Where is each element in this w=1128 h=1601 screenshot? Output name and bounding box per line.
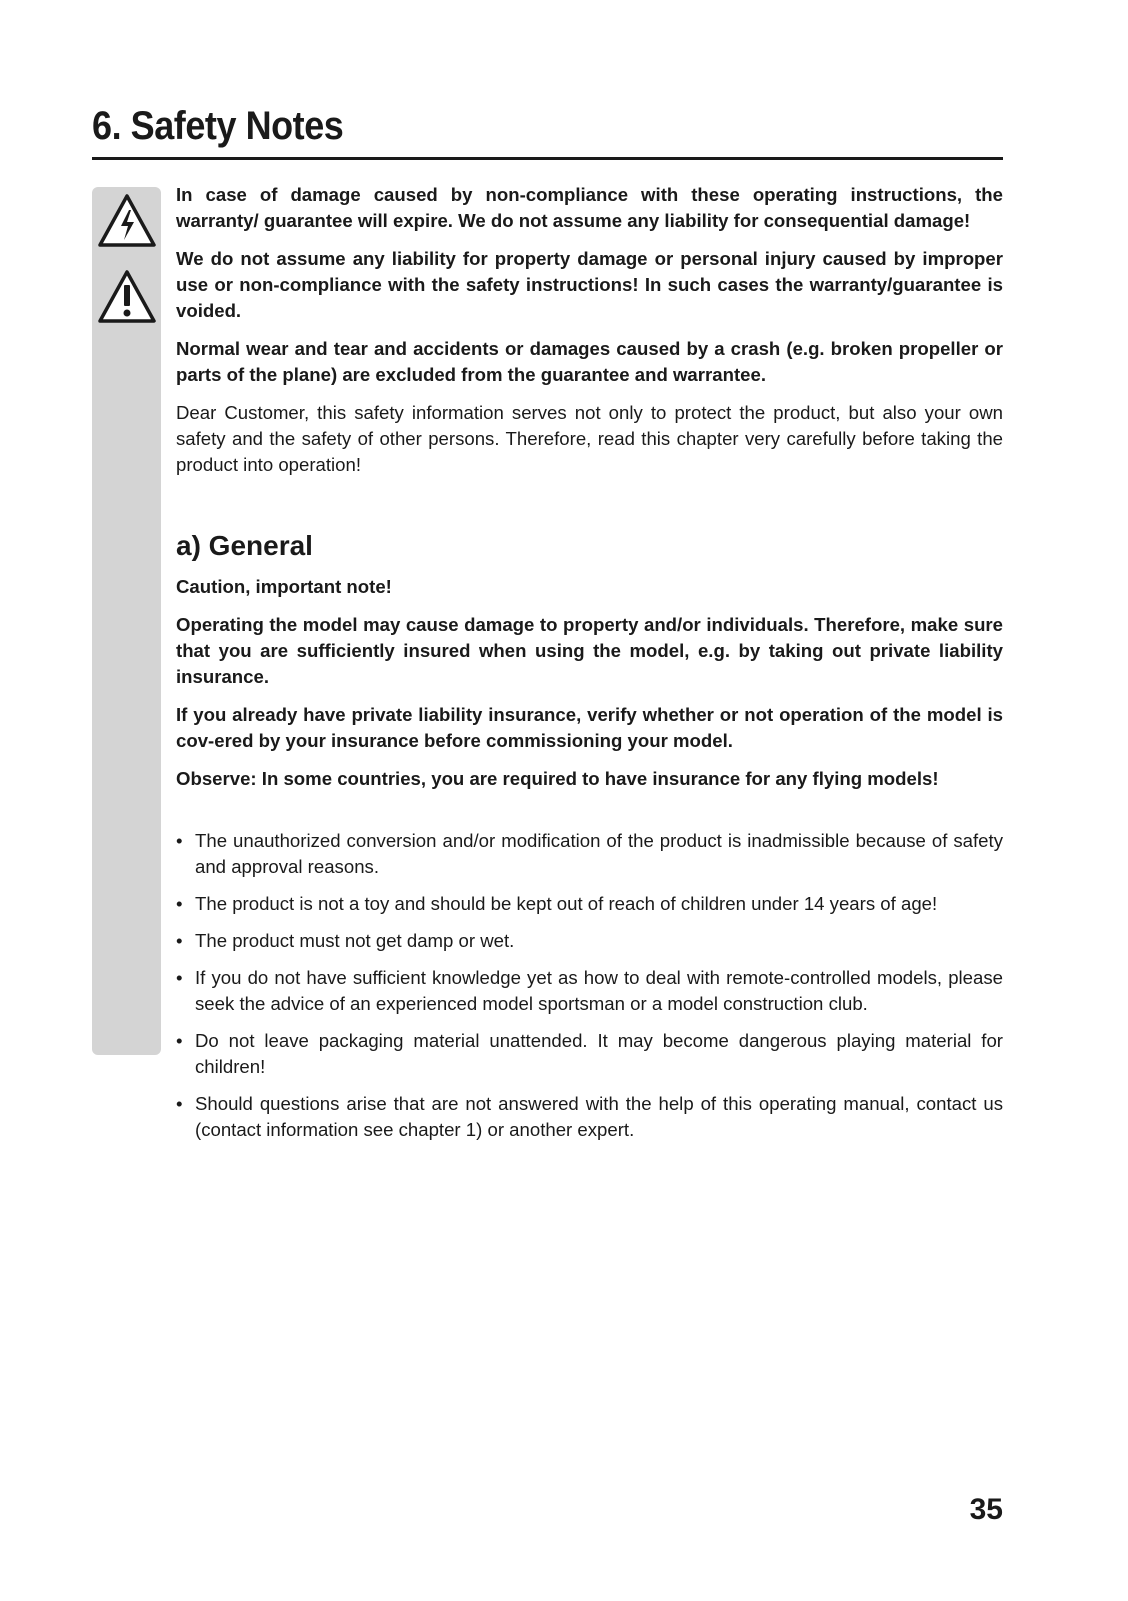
bullet-marker: • xyxy=(176,967,183,988)
title-rule xyxy=(92,157,1003,160)
list-item-text: If you do not have sufficient knowledge yet as how to deal with remote-controlled models, please seek the advice of an experienced model sportsman or a model construction club. xyxy=(195,967,1003,1014)
liability-insurance-notice: If you already have private liability insurance, verify whether or not operation of the model is cov-ered by your insurance before commissioning your model. xyxy=(176,704,1003,751)
safety-bullet-list xyxy=(176,828,1003,1143)
list-item-text: Should questions arise that are not answered with the help of this operating manual, contact us (contact information see chapter 1) or another expert. xyxy=(195,1093,1003,1140)
page-number: 35 xyxy=(969,1493,1003,1526)
list-item xyxy=(176,928,1003,954)
bullet-marker: • xyxy=(176,830,183,851)
list-item xyxy=(176,891,1003,917)
flying-models-insurance-notice: Observe: In some countries, you are required to have insurance for any flying models! xyxy=(176,768,939,789)
exclamation-warning-icon xyxy=(96,268,158,326)
section-heading-general: a) General xyxy=(176,530,313,561)
bullet-marker: • xyxy=(176,1030,183,1051)
list-item xyxy=(176,828,1003,880)
lightning-warning-icon xyxy=(96,192,158,250)
list-item xyxy=(176,1091,1003,1143)
liability-notice: We do not assume any liability for property damage or personal injury caused by improper use or non-compliance with the safety instructions! In such cases the warranty/guarantee is voided. xyxy=(176,248,1003,321)
list-item xyxy=(176,965,1003,1017)
bullet-marker: • xyxy=(176,893,183,914)
customer-intro-paragraph: Dear Customer, this safety information serves not only to protect the product, but also your own safety and the safety of other persons. Therefore, read this chapter very carefully before taking the product into operation! xyxy=(176,402,1003,475)
caution-note: Caution, important note! xyxy=(176,576,392,597)
list-item-text: The product is not a toy and should be kept out of reach of children under 14 years of age! xyxy=(195,893,938,914)
list-item-text: Do not leave packaging material unattended. It may become dangerous playing material for children! xyxy=(195,1030,1003,1077)
list-item-text: The product must not get damp or wet. xyxy=(195,930,515,951)
page-title: 6. Safety Notes xyxy=(92,104,344,148)
list-item xyxy=(176,1028,1003,1080)
warranty-expiry-notice: In case of damage caused by non-compliance with these operating instructions, the warranty/ guarantee will expire. We do not assume any liability for consequential damage! xyxy=(176,184,1003,231)
wear-and-tear-notice: Normal wear and tear and accidents or damages caused by a crash (e.g. broken propeller or parts of the plane) are excluded from the guarantee and warrantee. xyxy=(176,338,1003,385)
bullet-marker: • xyxy=(176,930,183,951)
safety-notes-content xyxy=(176,182,1003,1154)
bullet-marker: • xyxy=(176,1093,183,1114)
insurance-notice: Operating the model may cause damage to property and/or individuals. Therefore, make sure that you are sufficiently insured when using the model, e.g. by taking out private liability insurance. xyxy=(176,614,1003,687)
list-item-text: The unauthorized conversion and/or modification of the product is inadmissible because of safety and approval reasons. xyxy=(195,830,1003,877)
